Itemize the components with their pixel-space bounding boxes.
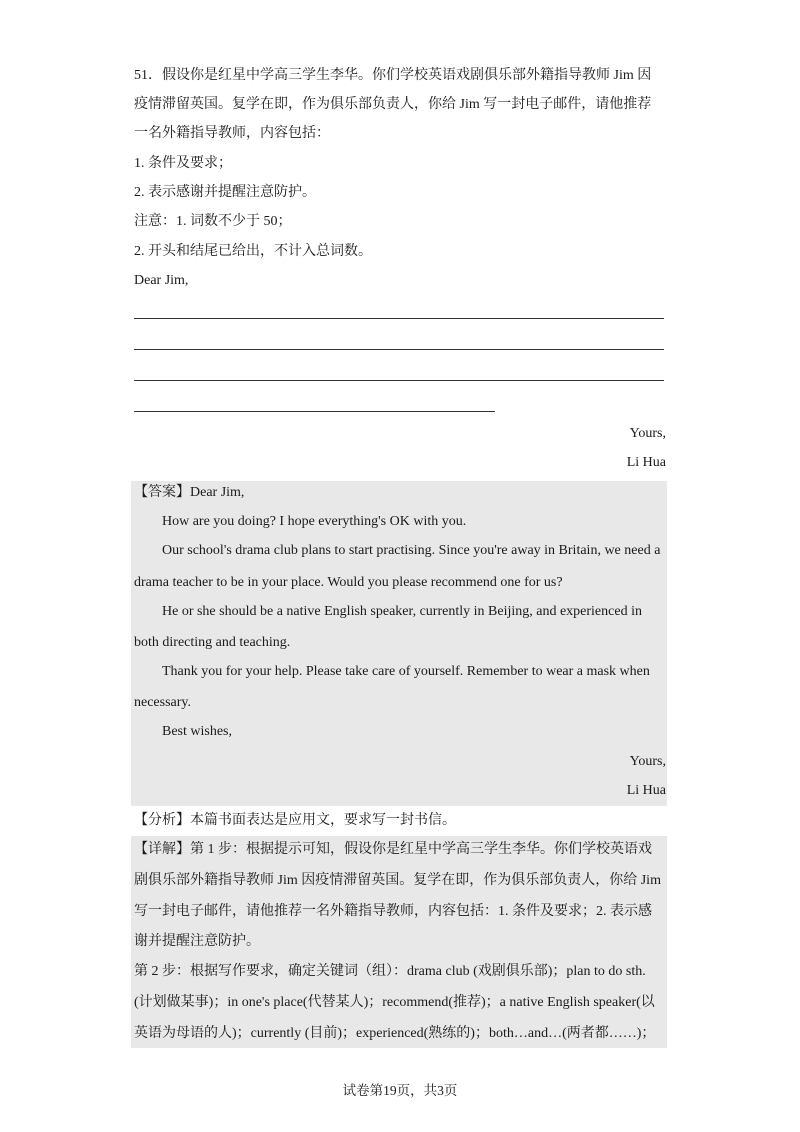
writing-blank-line <box>134 318 664 319</box>
answer-paragraph-cont: both directing and teaching. <box>134 635 291 650</box>
requirement-item: 1. 条件及要求； <box>134 156 232 171</box>
answer-paragraph-cont: drama teacher to be in your place. Would you please recommend one for us? <box>134 575 563 590</box>
detail-line: 剧俱乐部外籍指导教师 Jim 因疫情滞留英国。复学在即，作为俱乐部负责人，你给 Jim <box>134 873 661 888</box>
question-line: 疫情滞留英国。复学在即，作为俱乐部负责人，你给 Jim 写一封电子邮件，请他推荐 <box>134 97 652 112</box>
answer-paragraph: Our school's drama club plans to start practising. Since you're away in Britain, we need a <box>162 543 661 558</box>
requirement-item: 2. 表示感谢并提醒注意防护。 <box>134 185 316 200</box>
answer-closing: Yours, <box>629 754 666 769</box>
detail-line: 写一封电子邮件，请他推荐一名外籍指导教师，内容包括：1. 条件及要求；2. 表示感 <box>134 904 652 919</box>
answer-paragraph-cont: necessary. <box>134 695 192 710</box>
answer-paragraph: He or she should be a native English speaker, currently in Beijing, and experienced in <box>162 604 642 619</box>
note-line: 注意：1. 词数不少于 50； <box>134 214 292 229</box>
letter-closing: Yours, <box>629 426 666 441</box>
question-line: 51．假设你是红星中学高三学生李华。你们学校英语戏剧俱乐部外籍指导教师 Jim 因 <box>134 68 652 83</box>
analysis-text: 本篇书面表达是应用文，要求写一封书信。 <box>190 813 456 828</box>
writing-blank-line <box>134 380 664 381</box>
detail-text: 第 1 步：根据提示可知，假设你是红星中学高三学生李华。你们学校英语戏 <box>190 842 652 857</box>
analysis-label: 【分析】 <box>134 813 190 828</box>
letter-greeting: Dear Jim, <box>134 273 189 288</box>
answer-signature: Li Hua <box>626 783 666 798</box>
writing-blank-line <box>134 349 664 350</box>
writing-blank-line <box>134 411 495 412</box>
detail-line: (计划做某事)；in one's place(代替某人)；recommend(推荐)；a native English speaker(以 <box>134 995 655 1010</box>
detail-line: 谢并提醒注意防护。 <box>134 934 260 949</box>
answer-wishes: Best wishes, <box>162 724 232 739</box>
analysis-line <box>134 811 456 831</box>
answer-greeting: Dear Jim, <box>190 485 245 500</box>
question-line: 一名外籍指导教师，内容包括： <box>134 126 330 141</box>
note-line: 2. 开头和结尾已给出，不计入总词数。 <box>134 244 372 259</box>
answer-heading <box>134 483 244 503</box>
detail-line <box>134 840 652 860</box>
answer-label: 【答案】 <box>134 485 190 500</box>
answer-paragraph: How are you doing? I hope everything's OK with you. <box>162 514 467 529</box>
detail-line: 英语为母语的人)；currently (目前)；experienced(熟练的)；both…and…(两者都……)； <box>134 1026 656 1041</box>
page-footer: 试卷第19页，共3页 <box>342 1083 458 1098</box>
detail-label: 【详解】 <box>134 842 190 857</box>
answer-paragraph: Thank you for your help. Please take care of yourself. Remember to wear a mask when <box>162 664 650 679</box>
letter-signature: Li Hua <box>626 455 666 470</box>
detail-line: 第 2 步：根据写作要求，确定关键词（组）：drama club (戏剧俱乐部)；plan to do sth. <box>134 964 646 979</box>
